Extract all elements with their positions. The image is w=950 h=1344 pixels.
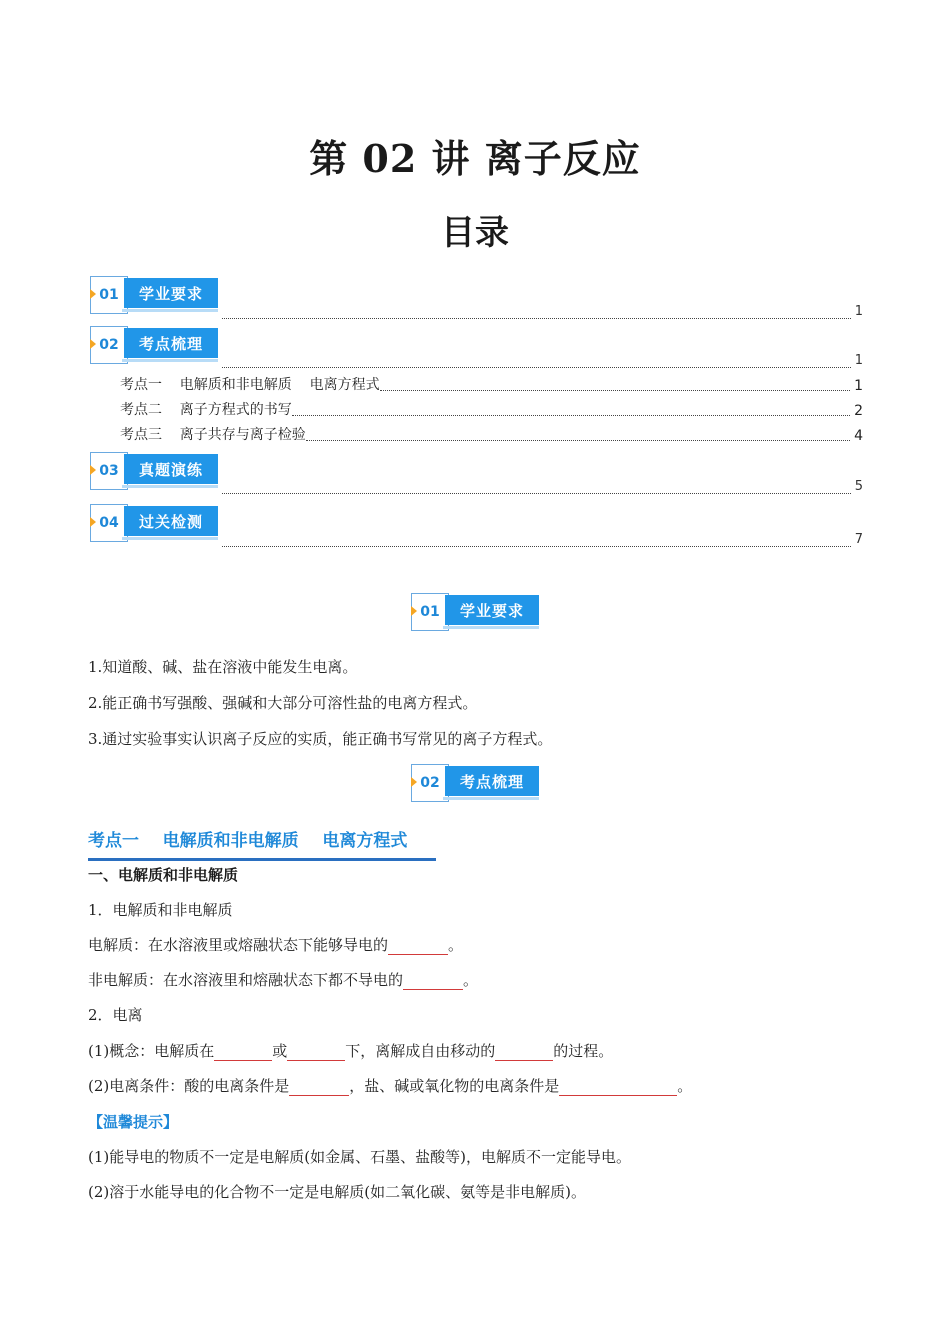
toc-heading: 目录 xyxy=(441,213,509,253)
toc-line-03[interactable] xyxy=(222,478,863,494)
paragraph-ionization: 2．电离 xyxy=(88,1006,143,1024)
section-badge-02 xyxy=(411,764,541,802)
toc-dots xyxy=(380,380,850,391)
toc-page-number: 5 xyxy=(854,479,863,494)
paragraph-1: 1．电解质和非电解质 xyxy=(88,901,233,919)
toc-dots xyxy=(222,357,851,368)
toc-page-number: 2 xyxy=(854,403,863,419)
text-segment: ，盐、碱或氧化物的电离条件是 xyxy=(349,1077,560,1095)
toc-line-01[interactable] xyxy=(222,303,863,319)
text-segment: 非电解质：在水溶液里和熔融状态下都不导电的 xyxy=(88,971,404,989)
paragraph-nonelectrolyte xyxy=(88,969,478,990)
tip-item-2: (2)溶于水能导电的化合物不一定是电解质(如二氧化碳、氨等是非电解质)。 xyxy=(88,1183,586,1201)
toc-subitem-2[interactable] xyxy=(120,401,863,419)
paragraph-concept xyxy=(88,1040,613,1061)
badge-arrow-icon xyxy=(90,465,96,475)
toc-dots xyxy=(222,536,851,547)
toc-dots xyxy=(292,405,850,416)
toc-page-number: 4 xyxy=(854,428,863,444)
badge-arrow-icon xyxy=(90,517,96,527)
badge-arrow-icon xyxy=(90,339,96,349)
badge-arrow-icon xyxy=(411,777,417,787)
requirement-item-3: 3.通过实验事实认识离子反应的实质，能正确书写常见的离子方程式。 xyxy=(88,730,553,748)
section-badge-01 xyxy=(411,593,541,631)
text-segment: (2)电离条件：酸的电离条件是 xyxy=(88,1077,290,1095)
toc-badge-01[interactable] xyxy=(90,276,220,314)
text-segment: (1)概念：电解质在 xyxy=(88,1042,215,1060)
paragraph-electrolyte xyxy=(88,934,463,955)
text-segment: 。 xyxy=(463,971,479,989)
text-segment: 下，离解成自由移动的 xyxy=(345,1042,496,1060)
toc-dots xyxy=(222,483,851,494)
paragraph-condition xyxy=(88,1075,692,1096)
text-segment: 或 xyxy=(272,1042,288,1060)
toc-subitem-3[interactable] xyxy=(120,426,863,444)
badge-label: 学业要求 xyxy=(124,278,218,308)
text-segment: 电解质：在水溶液里或熔融状态下能够导电的 xyxy=(88,936,389,954)
toc-subitem-1[interactable] xyxy=(120,376,863,394)
toc-dots xyxy=(306,430,850,441)
requirement-item-1: 1.知道酸、碱、盐在溶液中能发生电离。 xyxy=(88,658,358,676)
toc-page-number: 1 xyxy=(854,378,863,394)
document-title: 第 02 讲 离子反应 xyxy=(309,136,641,181)
badge-number: 02 xyxy=(90,326,128,364)
text-segment: 的过程。 xyxy=(553,1042,614,1060)
fill-blank[interactable] xyxy=(388,936,448,955)
badge-label: 考点梳理 xyxy=(124,328,218,358)
key-point-underline xyxy=(88,858,436,861)
badge-arrow-icon xyxy=(411,606,417,616)
toc-page-number: 7 xyxy=(854,532,863,547)
fill-blank[interactable] xyxy=(559,1077,677,1096)
badge-number: 01 xyxy=(90,276,128,314)
badge-number: 01 xyxy=(411,593,449,631)
requirement-item-2: 2.能正确书写强酸、强碱和大部分可溶性盐的电离方程式。 xyxy=(88,694,478,712)
badge-number: 02 xyxy=(411,764,449,802)
toc-badge-03[interactable] xyxy=(90,452,220,490)
fill-blank[interactable] xyxy=(287,1042,345,1061)
text-segment: 。 xyxy=(448,936,464,954)
toc-subitem-text: 考点二 离子方程式的书写 xyxy=(120,402,292,418)
tip-item-1: (1)能导电的物质不一定是电解质(如金属、石墨、盐酸等)，电解质不一定能导电。 xyxy=(88,1148,631,1166)
badge-label: 真题演练 xyxy=(124,454,218,484)
fill-blank[interactable] xyxy=(214,1042,272,1061)
section-heading: 一、电解质和非电解质 xyxy=(88,866,239,884)
fill-blank[interactable] xyxy=(495,1042,553,1061)
badge-label: 学业要求 xyxy=(445,595,539,625)
text-segment: 。 xyxy=(677,1077,693,1095)
toc-page-number: 1 xyxy=(854,304,863,319)
badge-label: 考点梳理 xyxy=(445,766,539,796)
fill-blank[interactable] xyxy=(403,971,463,990)
toc-page-number: 1 xyxy=(854,353,863,368)
toc-badge-04[interactable] xyxy=(90,504,220,542)
toc-subitem-text: 考点一 电解质和非电解质 电离方程式 xyxy=(120,377,380,393)
toc-line-04[interactable] xyxy=(222,531,863,547)
badge-label: 过关检测 xyxy=(124,506,218,536)
badge-number: 04 xyxy=(90,504,128,542)
toc-line-02[interactable] xyxy=(222,352,863,368)
key-point-title: 考点一 电解质和非电解质 电离方程式 xyxy=(88,831,408,851)
toc-badge-02[interactable] xyxy=(90,326,220,364)
toc-subitem-text: 考点三 离子共存与离子检验 xyxy=(120,427,306,443)
badge-number: 03 xyxy=(90,452,128,490)
tip-heading: 【温馨提示】 xyxy=(88,1113,179,1131)
toc-dots xyxy=(222,308,851,319)
badge-arrow-icon xyxy=(90,289,96,299)
fill-blank[interactable] xyxy=(289,1077,349,1096)
